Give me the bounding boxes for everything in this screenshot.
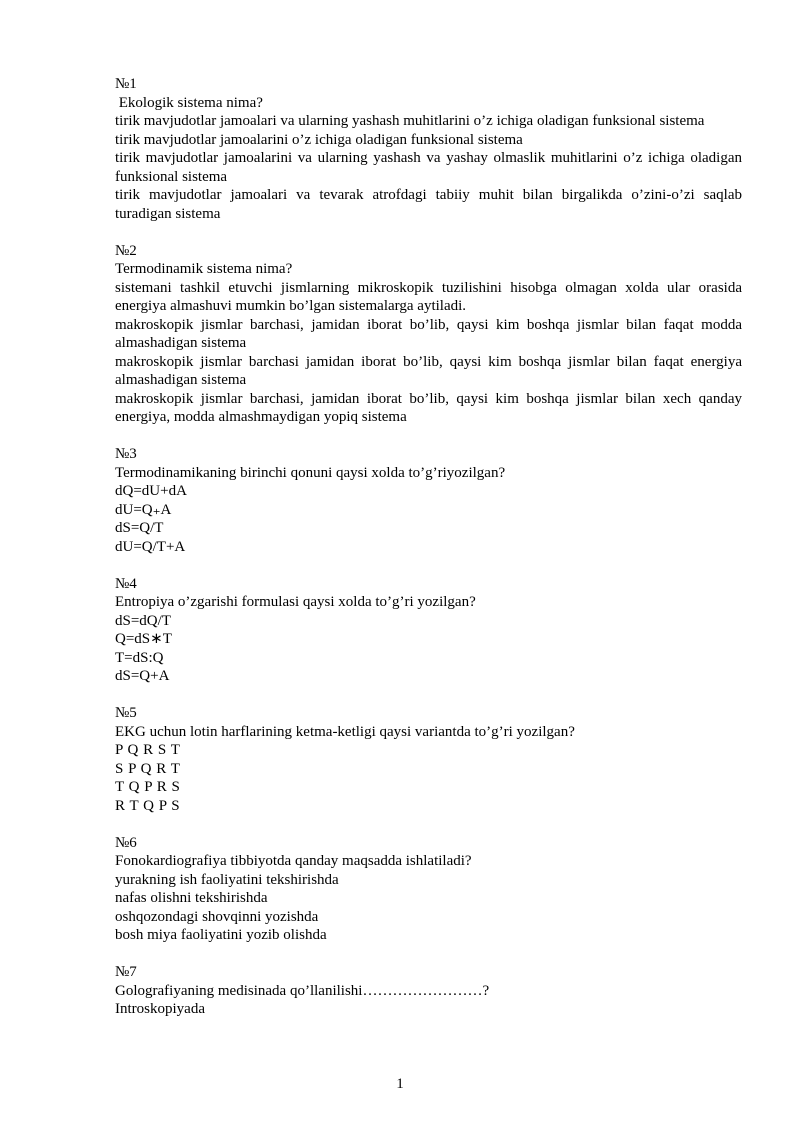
question-block-5 — [115, 704, 742, 815]
question-text: EKG uchun lotin harflarining ketma-ketligi qaysi variantda to’g’ri yozilgan? — [115, 723, 575, 740]
question-text: Termodinamikaning birinchi qonuni qaysi xolda to’g’riyozilgan? — [115, 464, 506, 481]
answer-option: tirik mavjudotlar jamoalari va ularning yashash muhitlarini o’z ichiga oladigan funksional sistema — [115, 113, 705, 129]
answer-option: tirik mavjudotlar jamoalarini va ularning yashash va yashay olmaslik muhitlarini o’z ichiga oladigan funksional sistema — [115, 150, 742, 185]
answer-option: makroskopik jismlar barchasi, jamidan iborat bo’lib, qaysi kim boshqa jismlar bilan xech qanday energiya, modda almashmaydigan yopiq sistema — [115, 390, 742, 425]
answer-option: makroskopik jismlar barchasi jamidan iborat bo’lib, qaysi kim boshqa jismlar bilan faqat energiya almashadigan sistema — [115, 353, 742, 388]
question-block-1 — [115, 75, 742, 223]
question-number: №1 — [115, 76, 137, 92]
question-number: №4 — [115, 575, 137, 592]
question-block-2 — [115, 242, 742, 427]
answer-option: tirik mavjudotlar jamoalarini o’z ichiga oladigan funksional sistema — [115, 131, 523, 148]
answer-option: yurakning ish faoliyatini tekshirishda — [115, 871, 339, 888]
question-number: №2 — [115, 242, 137, 259]
question-block-3 — [115, 445, 742, 556]
question-number: №7 — [115, 964, 137, 980]
answer-option: nafas olishni tekshirishda — [115, 890, 268, 906]
answer-option: R T Q P S — [115, 797, 181, 814]
question-block-4 — [115, 575, 742, 686]
answer-option: T Q P R S — [115, 779, 181, 795]
answer-option: dU=Q₊A — [115, 501, 172, 518]
answer-option: dQ=dU+dA — [115, 483, 187, 499]
answer-option: makroskopik jismlar barchasi, jamidan iborat bo’lib, qaysi kim boshqa jismlar bilan faqat modda almashadigan sistema — [115, 316, 742, 351]
answer-option: Introskopiyada — [115, 1001, 205, 1017]
answer-option: dS=dQ/T — [115, 612, 171, 629]
answer-option: P Q R S T — [115, 742, 181, 758]
question-number: №3 — [115, 446, 137, 462]
document-body — [115, 75, 742, 1037]
answer-option: tirik mavjudotlar jamoalari va tevarak atrofdagi tabiiy muhit bilan birgalikda o’zini-o’zi saqlab turadigan sistema — [115, 187, 742, 222]
question-number: №6 — [115, 834, 137, 851]
page-number: 1 — [396, 1076, 404, 1092]
question-text: Golografiyaning medisinada qo’llanilishi……………………? — [115, 982, 490, 999]
question-block-7 — [115, 963, 742, 1019]
answer-option: dS=Q/T — [115, 520, 164, 536]
question-text: Entropiya o’zgarishi formulasi qaysi xolda to’g’ri yozilgan? — [115, 594, 476, 610]
answer-option: oshqozondagi shovqinni yozishda — [115, 908, 319, 925]
answer-option: dS=Q+A — [115, 668, 170, 684]
answer-option: S P Q R T — [115, 760, 181, 777]
question-block-6 — [115, 834, 742, 945]
question-number: №5 — [115, 705, 137, 721]
question-text: Ekologik sistema nima? — [115, 94, 263, 111]
answer-option: T=dS:Q — [115, 649, 164, 666]
answer-option: sistemani tashkil etuvchi jismlarning mikroskopik tuzilishini hisobga olmagan xolda ular orasida energiya almashuvi mumkin bo’lgan sistemalarga aytiladi. — [115, 279, 742, 314]
answer-option: bosh miya faoliyatini yozib olishda — [115, 927, 327, 943]
question-text: Fonokardiografiya tibbiyotda qanday maqsadda ishlatiladi? — [115, 853, 472, 869]
question-text: Termodinamik sistema nima? — [115, 261, 293, 277]
answer-option: Q=dS∗T — [115, 631, 172, 647]
answer-option: dU=Q/T+A — [115, 538, 186, 555]
